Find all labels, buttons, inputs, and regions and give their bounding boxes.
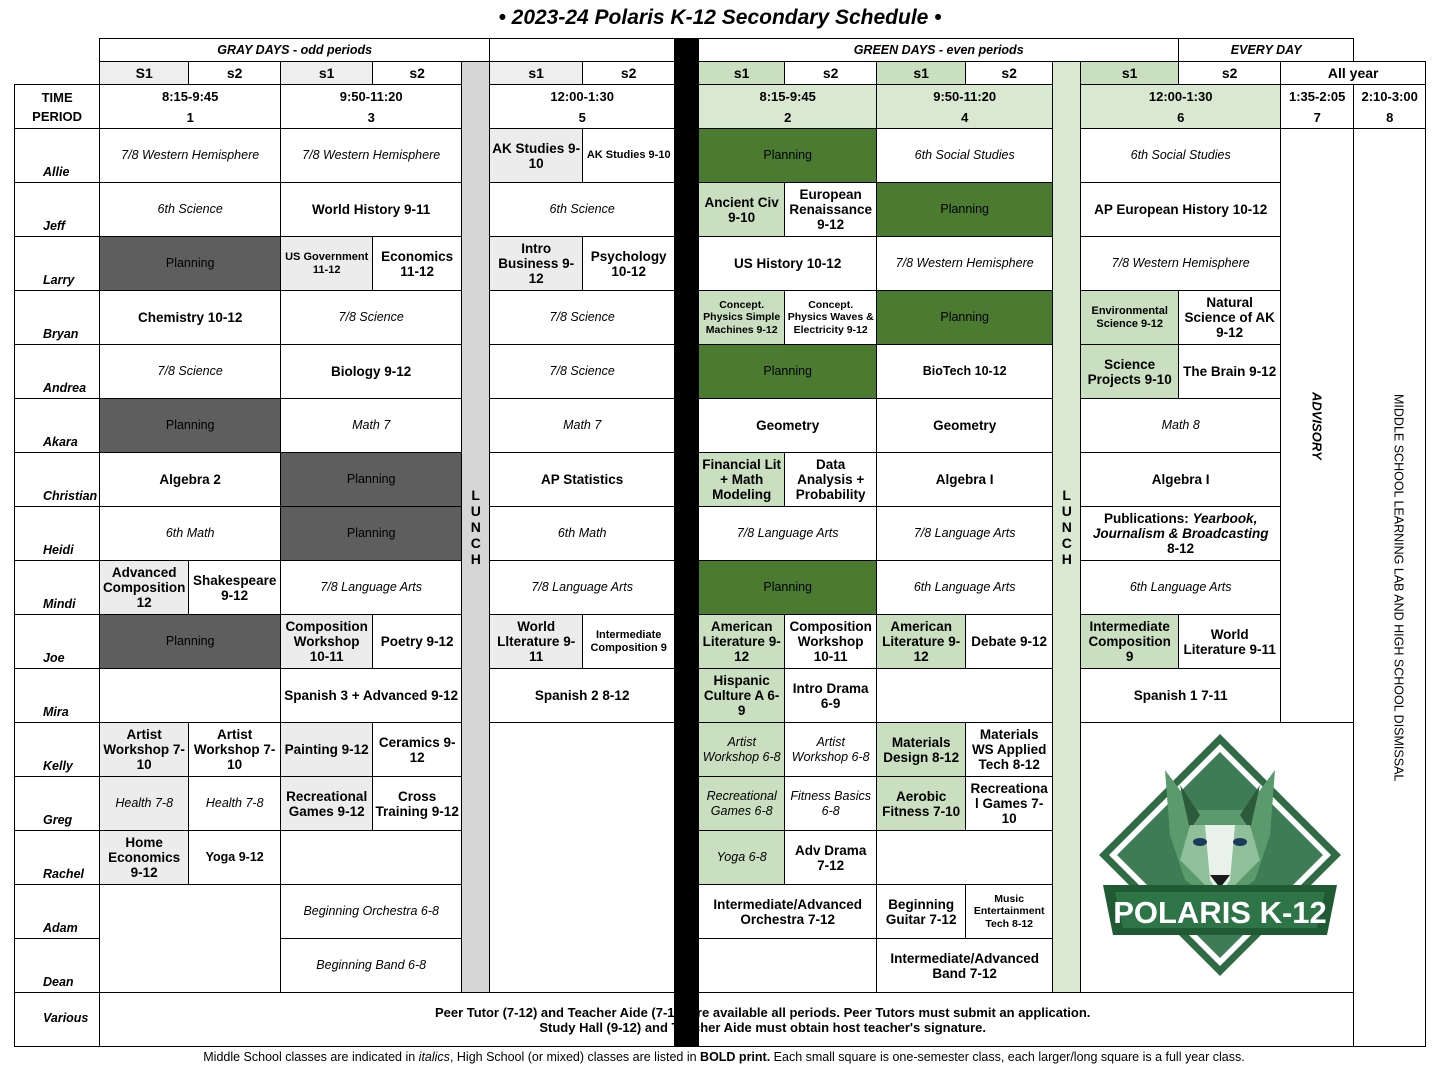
teacher-name: Joe — [15, 615, 100, 669]
class-cell: Math 8 — [1081, 399, 1281, 453]
class-cell: Ceramics 9-12 — [373, 723, 462, 777]
planning-cell: Planning — [877, 291, 1053, 345]
class-cell: World Literature 9-11 — [1179, 615, 1281, 669]
class-cell: Materials WS Applied Tech 8-12 — [966, 723, 1053, 777]
dismissal-column — [1354, 129, 1426, 1047]
planning-cell: Planning — [281, 507, 462, 561]
class-cell: US History 10-12 — [699, 237, 877, 291]
sem-s2-p1: s2 — [189, 62, 281, 85]
class-cell: Aerobic Fitness 7-10 — [877, 777, 966, 831]
class-cell: Recreational Games 6-8 — [699, 777, 785, 831]
teacher-name: Andrea — [15, 345, 100, 399]
class-cell: Artist Workshop 6-8 — [699, 723, 785, 777]
period-7-time: 1:35-2:05 — [1289, 88, 1346, 104]
sem-s1-p2: s1 — [699, 62, 785, 85]
class-cell: Chemistry 10-12 — [100, 291, 281, 345]
planning-cell: Planning — [699, 129, 877, 183]
class-cell: Adv Drama 7-12 — [785, 831, 877, 885]
class-cell: Artist Workshop 6-8 — [785, 723, 877, 777]
class-cell: American Literature 9-12 — [699, 615, 785, 669]
period-8-header — [1354, 85, 1426, 129]
dismissal-label: MIDDLE SCHOOL LEARNING LAB AND HIGH SCHOOL DISMISSAL — [1391, 393, 1406, 782]
advisory-column — [1281, 129, 1354, 723]
sem-s1-p5: s1 — [490, 62, 583, 85]
class-cell: Beginning Band 6-8 — [281, 939, 462, 993]
page-title: • 2023-24 Polaris K-12 Secondary Schedule • — [498, 6, 942, 29]
period-2-header — [699, 85, 877, 129]
teacher-name: Mira — [15, 669, 100, 723]
class-cell: 7/8 Western Hemisphere — [281, 129, 462, 183]
corner-cell — [15, 39, 100, 62]
empty-cell — [100, 885, 281, 993]
empty-cell — [490, 723, 675, 993]
class-cell: Poetry 9-12 — [373, 615, 462, 669]
corner-cell-2 — [15, 62, 100, 85]
class-cell: Algebra I — [877, 453, 1053, 507]
class-cell: Recreationa l Games 7-10 — [966, 777, 1053, 831]
empty-cell — [281, 831, 462, 885]
class-cell: 7/8 Language Arts — [281, 561, 462, 615]
class-cell: US Government 11-12 — [281, 237, 373, 291]
gray-green-divider — [675, 39, 699, 1047]
class-cell: Biology 9-12 — [281, 345, 462, 399]
various-line-1: Peer Tutor (7-12) and Teacher Aide (7-12) are available all periods. Peer Tutors must submit an application. — [434, 1004, 1091, 1020]
time-label: TIME — [41, 89, 73, 105]
class-cell: Spanish 3 + Advanced 9-12 — [281, 669, 462, 723]
lunch-label: LUNCH — [470, 487, 481, 567]
teacher-name: Bryan — [15, 291, 100, 345]
teacher-name: Various — [15, 993, 100, 1047]
class-cell: World Llterature 9-11 — [490, 615, 583, 669]
period-4-num: 4 — [961, 109, 969, 125]
class-cell: Intermediate Composition 9 — [1081, 615, 1179, 669]
sem-s1-p1: S1 — [100, 62, 189, 85]
lunch-column-green — [1053, 62, 1081, 993]
class-cell: Natural Science of AK 9-12 — [1179, 291, 1281, 345]
class-cell: Intermediate/Advanced Orchestra 7-12 — [699, 885, 877, 939]
class-cell: 6th Social Studies — [1081, 129, 1281, 183]
teacher-name: Greg — [15, 777, 100, 831]
class-cell: Science Projects 9-10 — [1081, 345, 1179, 399]
class-cell: Geometry — [699, 399, 877, 453]
lunch-column-gray — [462, 62, 490, 993]
all-year-header: All year — [1281, 62, 1426, 85]
empty-cell — [877, 669, 1053, 723]
period-7-num: 7 — [1313, 109, 1321, 125]
class-cell: 7/8 Science — [100, 345, 281, 399]
class-cell: Shakespeare 9-12 — [189, 561, 281, 615]
period-4-header — [877, 85, 1053, 129]
period-3-time: 9:50-11:20 — [339, 88, 403, 104]
class-cell: 7/8 Language Arts — [699, 507, 877, 561]
various-note — [100, 993, 1426, 1047]
class-cell: Beginning Guitar 7-12 — [877, 885, 966, 939]
period-6-header — [1081, 85, 1281, 129]
teacher-name: Mindi — [15, 561, 100, 615]
planning-cell: Planning — [877, 183, 1053, 237]
class-cell: Debate 9-12 — [966, 615, 1053, 669]
class-cell: Recreational Games 9-12 — [281, 777, 373, 831]
green-days-header: GREEN DAYS - even periods — [699, 39, 1179, 62]
class-cell: Intermediate/Advanced Band 7-12 — [877, 939, 1053, 993]
class-cell: Psychology 10-12 — [583, 237, 675, 291]
period-label: PERIOD — [32, 108, 83, 124]
teacher-name: Adam — [15, 885, 100, 939]
class-cell: Music Entertainment Tech 8-12 — [966, 885, 1053, 939]
class-cell: Artist Workshop 7-10 — [189, 723, 281, 777]
footer-pre: Middle School classes are indicated in — [203, 1050, 419, 1064]
class-cell: Composition Workshop 10-11 — [785, 615, 877, 669]
publications-topics: Yearbook, Journalism & Broadcasting — [1092, 511, 1269, 541]
class-cell: Beginning Orchestra 6-8 — [281, 885, 462, 939]
teacher-name: Larry — [15, 237, 100, 291]
sem-s2-p6: s2 — [1179, 62, 1281, 85]
planning-cell: Planning — [281, 453, 462, 507]
class-cell: Fitness Basics 6-8 — [785, 777, 877, 831]
class-cell: Intermediate Composition 9 — [583, 615, 675, 669]
footer-mid: , High School (or mixed) classes are listed in — [449, 1050, 701, 1064]
class-cell: 6th Language Arts — [877, 561, 1053, 615]
class-cell: Materials Design 8-12 — [877, 723, 966, 777]
class-cell: 7/8 Western Hemisphere — [100, 129, 281, 183]
class-cell: Yoga 6-8 — [699, 831, 785, 885]
class-cell: AP Statistics — [490, 453, 675, 507]
class-cell: 7/8 Science — [490, 345, 675, 399]
sem-s1-p3: s1 — [281, 62, 373, 85]
gray-days-header-cont — [490, 39, 675, 62]
period-1-time: 8:15-9:45 — [162, 88, 219, 104]
period-5-header — [490, 85, 675, 129]
period-2-num: 2 — [784, 109, 792, 125]
class-cell: Spanish 1 7-11 — [1081, 669, 1281, 723]
teacher-name: Rachel — [15, 831, 100, 885]
sem-s2-p5: s2 — [583, 62, 675, 85]
class-cell: Economics 11-12 — [373, 237, 462, 291]
class-cell-publications — [1081, 507, 1281, 561]
class-cell: Painting 9-12 — [281, 723, 373, 777]
advisory-label: ADVISORY — [1309, 391, 1325, 460]
teacher-name: Dean — [15, 939, 100, 993]
teacher-name: Christian — [15, 453, 100, 507]
teacher-name: Kelly — [15, 723, 100, 777]
sem-s2-p4: s2 — [966, 62, 1053, 85]
various-line-2: Study Hall (9-12) and Teacher Aide must obtain host teacher's signature. — [539, 1019, 986, 1035]
class-cell: Health 7-8 — [100, 777, 189, 831]
empty-cell — [877, 831, 1053, 885]
class-cell: European Renaissance 9-12 — [785, 183, 877, 237]
class-cell: AK Studies 9-10 — [490, 129, 583, 183]
sem-s2-p3: s2 — [373, 62, 462, 85]
gray-days-header: GRAY DAYS - odd periods — [100, 39, 490, 62]
class-cell: Home Economics 9-12 — [100, 831, 189, 885]
period-8-time: 2:10-3:00 — [1361, 88, 1418, 104]
teacher-name: Jeff — [15, 183, 100, 237]
empty-cell — [100, 669, 281, 723]
period-8-num: 8 — [1386, 109, 1394, 125]
period-2-time: 8:15-9:45 — [759, 88, 816, 104]
class-cell: 7/8 Western Hemisphere — [877, 237, 1053, 291]
sem-s1-p4: s1 — [877, 62, 966, 85]
period-5-time: 12:00-1:30 — [550, 88, 614, 104]
class-cell: Artist Workshop 7-10 — [100, 723, 189, 777]
class-cell: Environmental Science 9-12 — [1081, 291, 1179, 345]
period-1-num: 1 — [186, 109, 194, 125]
class-cell: Intro Business 9-12 — [490, 237, 583, 291]
class-cell: The Brain 9-12 — [1179, 345, 1281, 399]
class-cell: Financial Lit + Math Modeling — [699, 453, 785, 507]
period-3-num: 3 — [367, 109, 375, 125]
class-cell: Concept. Physics Simple Machines 9-12 — [699, 291, 785, 345]
planning-cell: Planning — [100, 399, 281, 453]
class-cell: AK Studies 9-10 — [583, 129, 675, 183]
publications-label: Publications: — [1104, 511, 1193, 526]
class-cell: Composition Workshop 10-11 — [281, 615, 373, 669]
planning-cell: Planning — [699, 345, 877, 399]
footer-italics: italics — [418, 1050, 450, 1064]
class-cell: Algebra 2 — [100, 453, 281, 507]
period-7-header — [1281, 85, 1354, 129]
period-1-header — [100, 85, 281, 129]
logo-text: POLARIS K-12 — [1113, 895, 1327, 930]
class-cell: Math 7 — [490, 399, 675, 453]
class-cell: Advanced Composition 12 — [100, 561, 189, 615]
teacher-name: Allie — [15, 129, 100, 183]
every-day-header: EVERY DAY — [1179, 39, 1354, 62]
period-4-time: 9:50-11:20 — [933, 88, 997, 104]
class-cell: Yoga 9-12 — [189, 831, 281, 885]
class-cell: 7/8 Western Hemisphere — [1081, 237, 1281, 291]
footer-bold: BOLD print. — [700, 1050, 771, 1064]
teacher-name: Heidi — [15, 507, 100, 561]
class-cell: Health 7-8 — [189, 777, 281, 831]
planning-cell: Planning — [699, 561, 877, 615]
class-cell: Math 7 — [281, 399, 462, 453]
class-cell: World History 9-11 — [281, 183, 462, 237]
period-5-num: 5 — [578, 109, 586, 125]
class-cell: Cross Training 9-12 — [373, 777, 462, 831]
class-cell: Hispanic Culture A 6-9 — [699, 669, 785, 723]
class-cell: 7/8 Science — [281, 291, 462, 345]
class-cell: 6th Language Arts — [1081, 561, 1281, 615]
planning-cell: Planning — [100, 237, 281, 291]
class-cell: 7/8 Language Arts — [490, 561, 675, 615]
class-cell: 6th Social Studies — [877, 129, 1053, 183]
class-cell: BioTech 10-12 — [877, 345, 1053, 399]
class-cell: 7/8 Language Arts — [877, 507, 1053, 561]
lunch-label-green: LUNCH — [1061, 487, 1072, 567]
class-cell: AP European History 10-12 — [1081, 183, 1281, 237]
class-cell: 7/8 Science — [490, 291, 675, 345]
planning-cell: Planning — [100, 615, 281, 669]
footer-post: Each small square is one-semester class, each larger/long square is a full year class. — [770, 1050, 1245, 1064]
publications-grades: 8-12 — [1167, 541, 1195, 556]
class-cell: Data Analysis + Probability — [785, 453, 877, 507]
class-cell: Intro Drama 6-9 — [785, 669, 877, 723]
class-cell: Concept. Physics Waves & Electricity 9-12 — [785, 291, 877, 345]
class-cell: 6th Science — [490, 183, 675, 237]
class-cell: 6th Math — [100, 507, 281, 561]
sem-s1-p6: s1 — [1081, 62, 1179, 85]
class-cell: Ancient Civ 9-10 — [699, 183, 785, 237]
class-cell: Geometry — [877, 399, 1053, 453]
class-cell: Algebra I — [1081, 453, 1281, 507]
footer-note — [0, 1050, 1440, 1064]
class-cell: 6th Science — [100, 183, 281, 237]
time-period-label — [15, 85, 100, 129]
teacher-name: Akara — [15, 399, 100, 453]
period-6-time: 12:00-1:30 — [1148, 88, 1213, 104]
period-6-num: 6 — [1177, 109, 1185, 125]
class-cell: 6th Math — [490, 507, 675, 561]
sem-s2-p2: s2 — [785, 62, 877, 85]
class-cell: American Literature 9-12 — [877, 615, 966, 669]
class-cell: Spanish 2 8-12 — [490, 669, 675, 723]
wolf-logo-icon — [1095, 730, 1345, 980]
empty-cell — [699, 939, 877, 993]
period-3-header — [281, 85, 462, 129]
